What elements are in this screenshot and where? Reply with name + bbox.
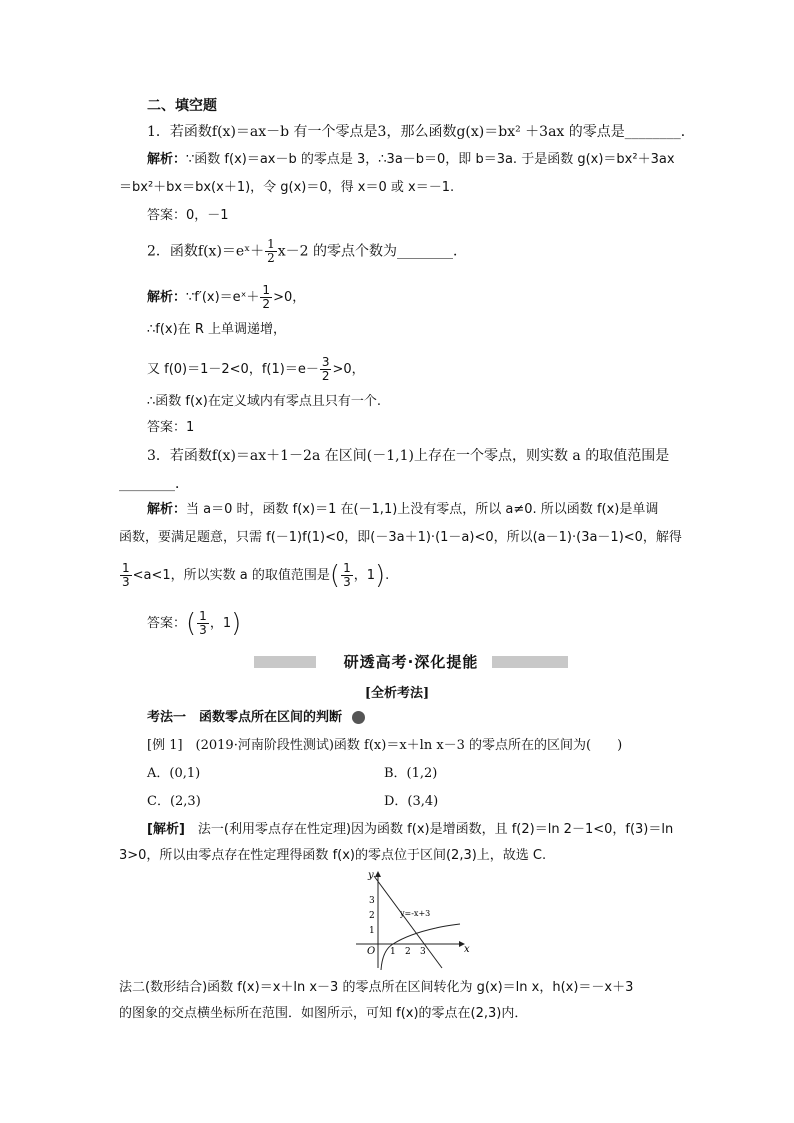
q1-analysis-text1: ∵函数 f(x)＝ax－b 的零点是 3，∴3a－b＝0，即 b＝3a. 于是函数 g(x)＝bx²＋3ax: [186, 152, 675, 167]
x-tick-3: 3: [420, 947, 426, 957]
x-tick-1: 1: [390, 947, 396, 957]
analysis-tag: 解析：: [147, 290, 187, 305]
q2-analysis-line1: [147, 284, 305, 311]
bullet-icon: [352, 711, 365, 724]
fraction: [341, 562, 353, 589]
q1-analysis-line1: [147, 150, 675, 170]
q1-answer: 答案：0，－1: [147, 208, 229, 223]
q3-a3-int-tail: ，1: [353, 568, 375, 583]
frac-den: 3: [122, 575, 130, 589]
example-stem: [例 1] (2019·河南阶段性测试)函数 f(x)＝x＋ln x－3 的零点所在的区间为( ): [147, 738, 623, 753]
x-axis-label: x: [464, 944, 470, 955]
frac-num: 1: [199, 609, 207, 623]
solution-tag: [解析]: [147, 822, 185, 837]
frac-den: 2: [321, 369, 330, 383]
example-option-d: D．(3,4): [384, 794, 439, 809]
analysis-tag: 解析：: [147, 502, 187, 517]
example-solution-line3: 法二(数形结合)函数 f(x)＝x＋ln x－3 的零点所在区间转化为 g(x)＝ln x，h(x)＝－x＋3: [119, 980, 634, 995]
frac-num: 1: [343, 561, 351, 575]
q2-a3-post: >0，: [332, 362, 365, 377]
q3-analysis-line3: $\frac{1}{3}$ <a<1，所以实数 a 的取值范围是( $\frac{1}{3}$ ，1).: [122, 560, 390, 591]
analysis-tag: 解析：: [147, 152, 187, 167]
frac-num: 3: [321, 355, 330, 369]
x-tick-2: 2: [405, 947, 411, 957]
solution-text1: 法一(利用零点存在性定理)因为函数 f(x)是增函数，且 f(2)＝ln 2－1<0，f(3)＝ln: [184, 822, 674, 837]
q1-analysis-line2: ＝bx²＋bx＝bx(x＋1)，令 g(x)＝0，得 x＝0 或 x＝－1.: [119, 180, 455, 195]
q2-stem-pre: 2．函数f(x)＝eˣ＋: [147, 243, 265, 260]
q2-answer: 答案：1: [147, 420, 195, 435]
q3-answer-label: 答案：: [147, 616, 187, 631]
q3-stem-blank: ________．: [119, 476, 189, 492]
example-solution-line4: 的图象的交点横坐标所在范围．如图所示，可知 f(x)的零点在(2,3)内．: [119, 1006, 528, 1021]
example-solution-line2: 3>0，所以由零点存在性定理得函数 f(x)的零点位于区间(2,3)上，故选 C.: [119, 848, 547, 863]
y-tick-1: 1: [369, 926, 375, 936]
fraction: [320, 356, 332, 383]
q3-analysis-line1: [147, 500, 658, 520]
fraction: [265, 238, 277, 265]
example-solution-line1: [147, 820, 673, 840]
y-tick-2: 2: [369, 911, 375, 921]
line-label: y=-x+3: [400, 909, 431, 918]
example-option-a: A．(0,1): [147, 766, 201, 781]
q3-a3-mid: <a<1，所以实数 a 的取值范围是: [132, 568, 330, 583]
frac-num: 1: [267, 237, 275, 251]
example-option-c: C．(2,3): [147, 794, 201, 809]
q3-stem: 3．若函数f(x)＝ax＋1－2a 在区间(－1,1)上存在一个零点，则实数 a 的取值范围是: [147, 448, 670, 464]
y-axis-label: y: [368, 870, 374, 881]
q3-a1: 当 a＝0 时，函数 f(x)＝1 在(－1,1)上没有零点，所以 a≠0. 所以函数 f(x)是单调: [186, 502, 659, 517]
y-axis-arrow-icon: [375, 871, 381, 877]
frac-den: 3: [199, 623, 207, 637]
function-graph: [352, 868, 474, 972]
method1-title: [147, 708, 365, 728]
q2-a1-post: >0，: [273, 290, 306, 305]
origin-label: O: [367, 946, 376, 957]
q2-analysis-line4: ∴函数 f(x)在定义域内有零点且只有一个.: [147, 394, 381, 409]
q2-stem: [147, 238, 467, 265]
example-option-b: B．(1,2): [384, 766, 438, 781]
banner-title: 研透高考·深化提能: [343, 653, 479, 671]
q3-analysis-line2: 函数，要满足题意，只需 f(－1)f(1)<0，即(－3a＋1)·(1－a)<0，所以(a－1)·(3a－1)<0，解得: [119, 530, 682, 545]
q3-answer-tail: ，1: [209, 616, 232, 631]
frac-den: 2: [267, 251, 275, 265]
q3-answer: 答案：( $\frac{1}{3}$ ，1): [147, 608, 242, 639]
q2-stem-post: x－2 的零点个数为________．: [277, 243, 468, 260]
frac-num: 1: [262, 283, 271, 297]
frac-num: 1: [122, 561, 130, 575]
q2-analysis-line2: ∴f(x)在 R 上单调递增，: [147, 322, 286, 337]
q2-analysis-line3: [147, 356, 365, 383]
subhead: [全析考法]: [364, 686, 430, 701]
fraction: [120, 562, 132, 589]
method1-title-text: 考法一 函数零点所在区间的判断: [147, 710, 343, 725]
q1-stem: 1．若函数f(x)＝ax－b 有一个零点是3，那么函数g(x)＝bx² ＋3ax 的零点是________．: [147, 124, 695, 140]
fraction: [260, 284, 272, 311]
q2-a3-pre: 又 f(0)＝1－2<0，f(1)＝e－: [147, 362, 319, 377]
frac-den: 2: [262, 297, 271, 311]
section-title: 二、填空题: [147, 98, 217, 114]
y-tick-3: 3: [369, 896, 375, 906]
fraction: [197, 610, 209, 637]
section-banner: [254, 650, 568, 674]
q2-a1-pre: ∵f′(x)＝eˣ＋: [186, 290, 260, 305]
frac-den: 3: [343, 575, 351, 589]
